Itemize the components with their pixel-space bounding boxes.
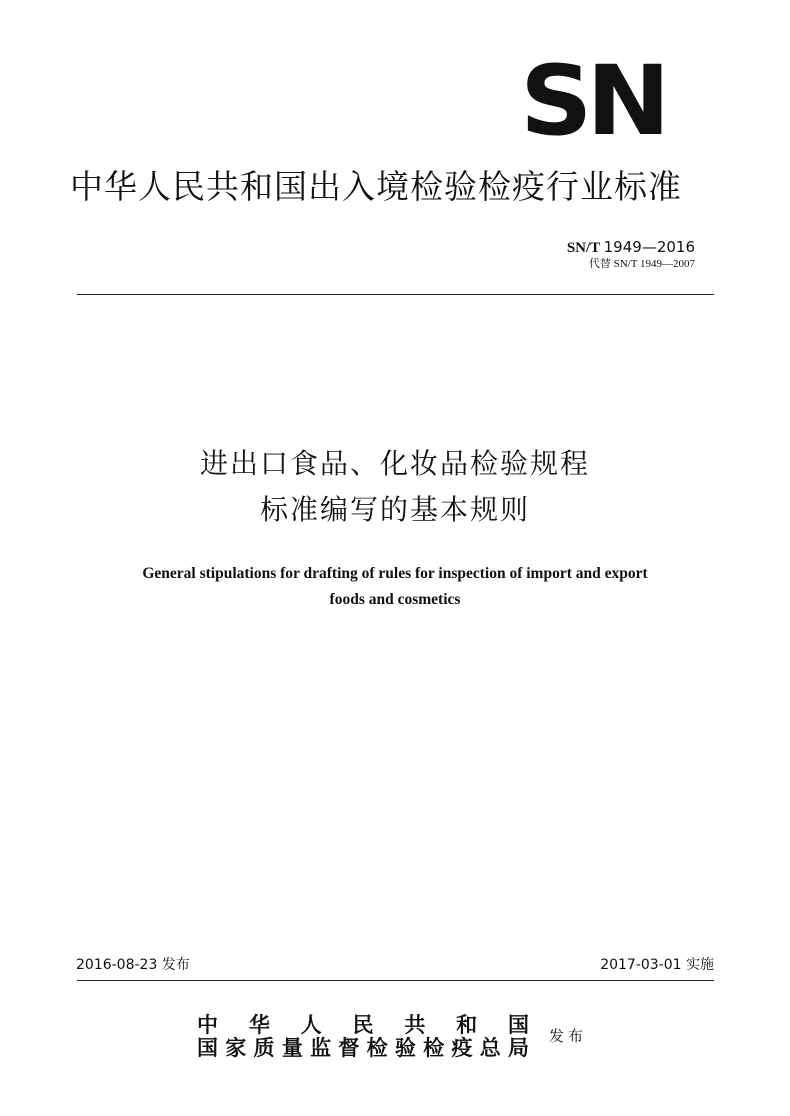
- sn-logo: SN: [520, 45, 665, 157]
- bottom-divider: [77, 980, 714, 981]
- title-cn-line1: 进出口食品、化妆品检验规程: [199, 447, 590, 480]
- title-en-line2: foods and cosmetics: [329, 591, 461, 608]
- standard-number-years: 1949—2016: [603, 238, 695, 256]
- issuer-agency: 国家质量监督检验检疫总局: [197, 1035, 529, 1060]
- replaces-standard: 代替 SN/T 1949—2007: [588, 258, 695, 270]
- title-en-line1: General stipulations for drafting of rules for inspection of import and export: [142, 565, 648, 582]
- implementation-date: 2017-03-01 实施: [600, 957, 714, 973]
- industry-standard-title: 中华人民共和国出入境检验检疫行业标准: [70, 167, 682, 206]
- standard-number-prefix: SN/T: [566, 240, 600, 256]
- issue-label: 发布: [549, 1027, 588, 1045]
- standard-number: [567, 238, 695, 257]
- issue-date: 2016-08-23 发布: [76, 957, 190, 973]
- top-divider: [77, 294, 714, 295]
- issuer-country: 中华人民共和国: [197, 1012, 529, 1037]
- title-cn-line2: 标准编写的基本规则: [259, 493, 530, 526]
